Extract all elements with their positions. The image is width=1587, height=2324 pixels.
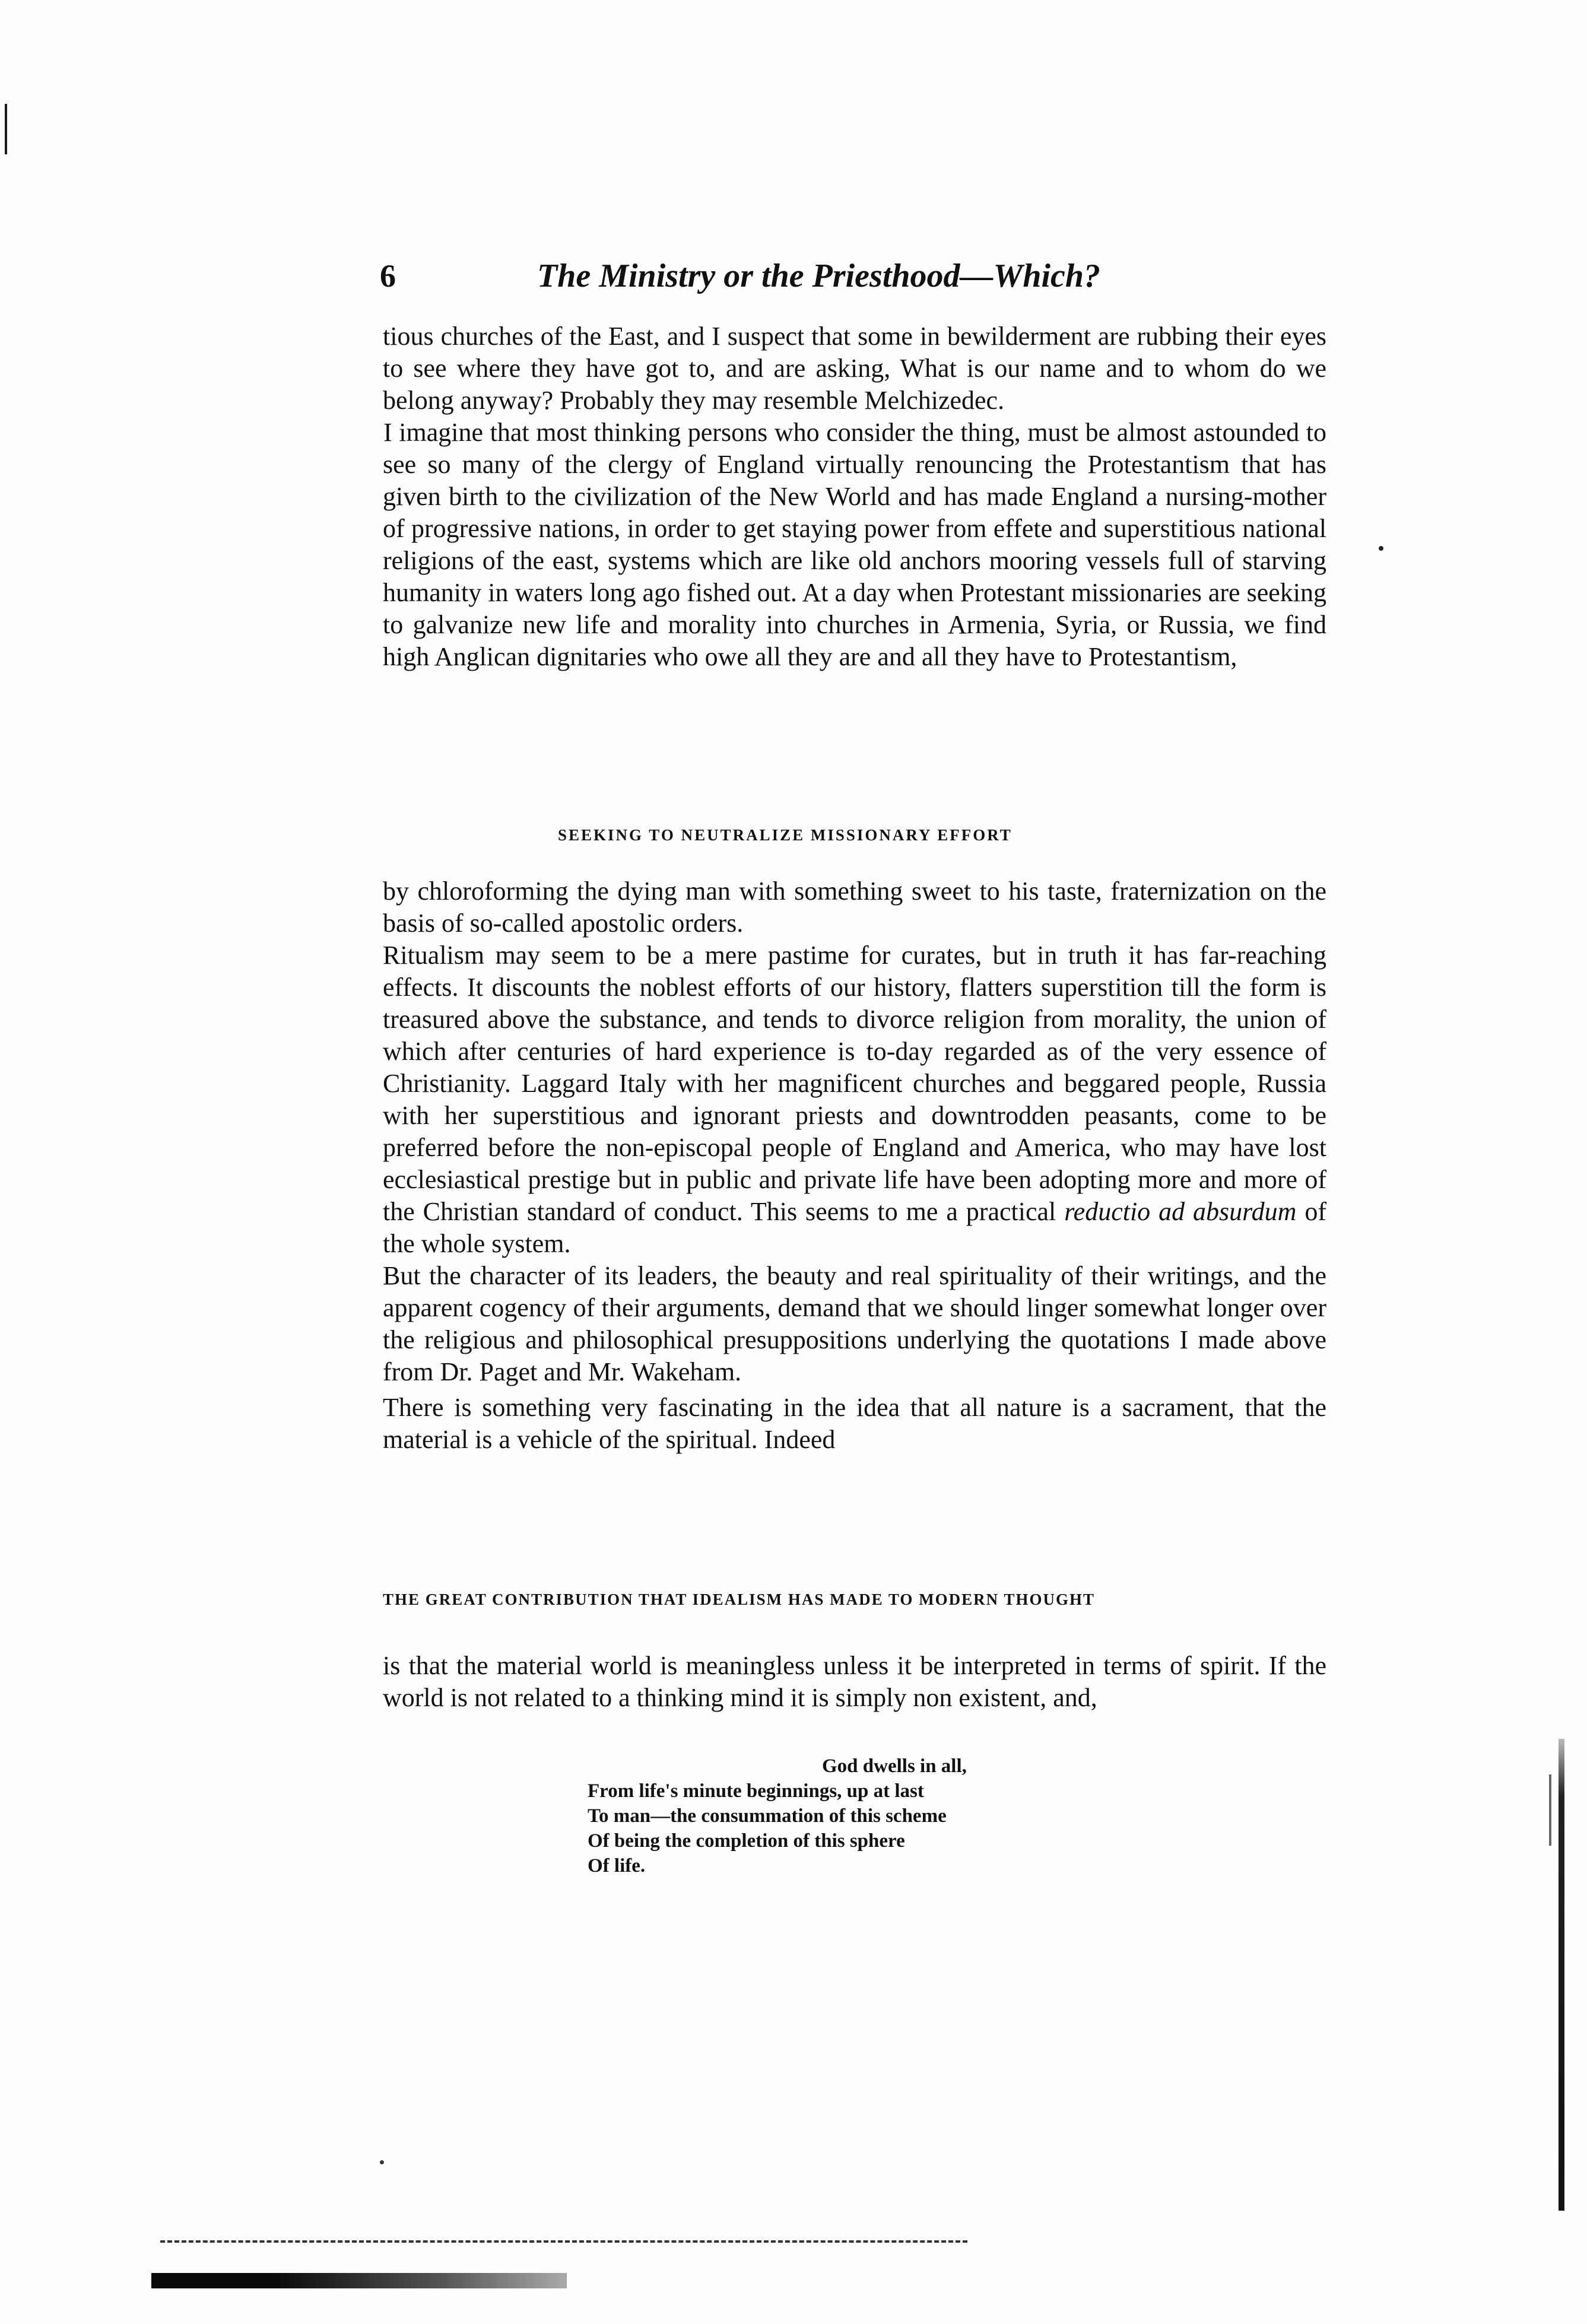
- verse-line: To man—the consummation of this scheme: [588, 1805, 947, 1827]
- text-block: [383, 1650, 1326, 1714]
- verse-line: God dwells in all,: [822, 1755, 967, 1777]
- scan-artifact-dot: [380, 2160, 384, 2164]
- verse-line: From life's minute beginnings, up at last: [588, 1780, 924, 1802]
- scan-artifact-page-edge: [1559, 1739, 1564, 2211]
- page-number: 6: [380, 258, 396, 294]
- verse-quotation: [588, 1754, 1122, 1878]
- paragraph: is that the material world is meaningless unless it be interpreted in terms of spirit. If the world is not related to a thinking mind it is simply non existent, and,: [383, 1651, 1326, 1712]
- scan-artifact-dot: [1379, 546, 1383, 551]
- verse-line: Of life.: [588, 1855, 646, 1877]
- paragraph-text: of the whole system.: [383, 1197, 1327, 1258]
- paragraph: I imagine that most thinking persons who consider the thing, must be almost astounded to see so many of the clergy of England virtually renouncing the Protestantism that has given birth to the civilization of the New World and has made England a nursing-mother of progressive nations, in order to get staying power from effete and superstitious national religions of the east, systems which are like old anchors mooring vessels full of starving humanity in waters long ago fished out. At a day when Protestant missionaries are seeking to galvanize new life and morality into churches in Armenia, Syria, or Russia, we find high Anglican dignitaries who owe all they are and all they have to Protestantism,: [383, 418, 1326, 671]
- text-block: [383, 875, 1326, 1456]
- scan-artifact-page-edge: [1549, 1774, 1551, 1846]
- paragraph-text: Ritualism may seem to be a mere pastime for curates, but in truth it has far-reaching effects. It discounts the noblest efforts of our history, flatters superstition till the form is treasured above the substance, and tends to divorce religion from morality, the union of which after centuries of hard experience is to-day regarded as of the very essence of Christianity. Laggard Italy with her magnificent churches and beggared people, Russia with her superstitious and ignorant priests and downtrodden peasants, come to be preferred before the non-episcopal people of England and America, who may have lost ecclesiastical prestige but in public and private life have been adopting more and more of the Christian standard of conduct. This seems to me a practical: [383, 941, 1326, 1226]
- paragraph: [383, 939, 1326, 1260]
- scan-artifact-bottom-bar: [151, 2273, 567, 2288]
- section-heading: SEEKING TO NEUTRALIZE MISSIONARY EFFORT: [558, 826, 1012, 844]
- scan-artifact-bottom-rule: [160, 2240, 967, 2243]
- running-title: The Ministry or the Priesthood—Which?: [537, 258, 1101, 294]
- paragraph: by chloroforming the dying man with something sweet to his taste, fraternization on the basis of so-called apostolic orders.: [383, 877, 1326, 938]
- running-head: [380, 252, 1329, 300]
- scan-artifact-mark: [5, 104, 7, 154]
- verse-line: Of being the completion of this sphere: [588, 1830, 905, 1852]
- text-block: [383, 320, 1326, 673]
- paragraph: There is something very fascinating in the idea that all nature is a sacrament, that the material is a vehicle of the spiritual. Indeed: [383, 1393, 1326, 1454]
- paragraph: tious churches of the East, and I suspect that some in bewilderment are rubbing their eyes to see where they have got to, and are asking, What is our name and to whom do we belong anyway? Probably they may resemble Melchizedec.: [383, 322, 1326, 415]
- paragraph: But the character of its leaders, the beauty and real spirituality of their writings, and the apparent cogency of their arguments, demand that we should linger somewhat longer over the religious and philosophical presuppositions underlying the quotations I made above from Dr. Paget and Mr. Wakeham.: [383, 1261, 1326, 1386]
- section-heading: THE GREAT CONTRIBUTION THAT IDEALISM HAS MADE TO MODERN THOUGHT: [383, 1590, 1095, 1608]
- latin-phrase: reductio ad absurdum: [1064, 1197, 1297, 1226]
